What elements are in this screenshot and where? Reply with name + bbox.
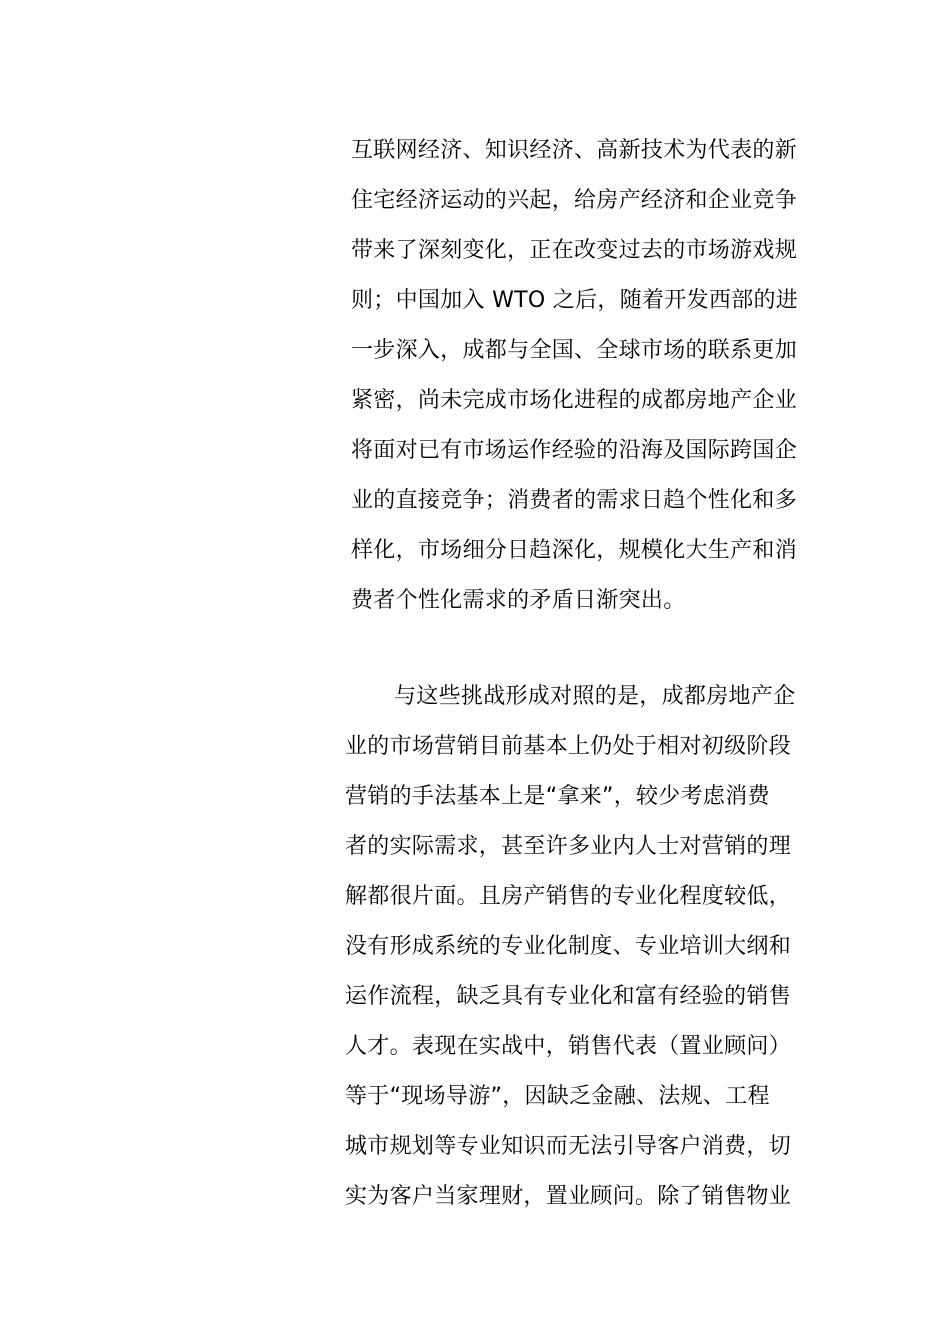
paragraph-line: 与这些挑战形成对照的是，成都房地产企 — [394, 684, 796, 709]
paragraph-line: 业的市场营销目前基本上仍处于相对初级阶段 — [345, 734, 792, 759]
paragraph-line: 城市规划等专业知识而无法引导客户消费，切 — [345, 1134, 792, 1159]
paragraph-line: 紧密，尚未完成市场化进程的成都房地产企业 — [351, 388, 798, 413]
paragraph-line: 样化，市场细分日趋深化，规模化大生产和消 — [351, 538, 798, 563]
paragraph-line: 一步深入，成都与全国、全球市场的联系更加 — [351, 338, 798, 363]
paragraph-line: 运作流程，缺乏具有专业化和富有经验的销售 — [345, 984, 792, 1009]
paragraph-line: 则；中国加入 WTO 之后，随着开发西部的进 — [351, 288, 799, 313]
paragraph-line: 没有形成系统的专业化制度、专业培训大纲和 — [345, 934, 792, 959]
paragraph-line: 业的直接竞争；消费者的需求日趋个性化和多 — [351, 488, 798, 513]
paragraph-2 — [345, 672, 795, 1222]
paragraph-line: 者的实际需求，甚至许多业内人士对营销的理 — [345, 834, 792, 859]
paragraph-line: 等于“现场导游”，因缺乏金融、法规、工程 — [345, 1084, 770, 1109]
paragraph-1 — [351, 126, 798, 626]
paragraph-line: 费者个性化需求的矛盾日渐突出。 — [351, 588, 686, 613]
paragraph-line: 住宅经济运动的兴起，给房产经济和企业竞争 — [351, 188, 798, 213]
paragraph-line: 实为客户当家理财，置业顾问。除了销售物业 — [345, 1184, 792, 1209]
paragraph-line: 营销的手法基本上是“拿来”，较少考虑消费 — [345, 784, 770, 809]
paragraph-line: 互联网经济、知识经济、高新技术为代表的新 — [351, 138, 798, 163]
paragraph-line: 将面对已有市场运作经验的沿海及国际跨国企 — [351, 438, 798, 463]
paragraph-line: 带来了深刻变化，正在改变过去的市场游戏规 — [351, 238, 798, 263]
paragraph-line: 解都很片面。且房产销售的专业化程度较低， — [345, 884, 792, 909]
paragraph-line: 人才。表现在实战中，销售代表（置业顾问） — [345, 1034, 792, 1059]
